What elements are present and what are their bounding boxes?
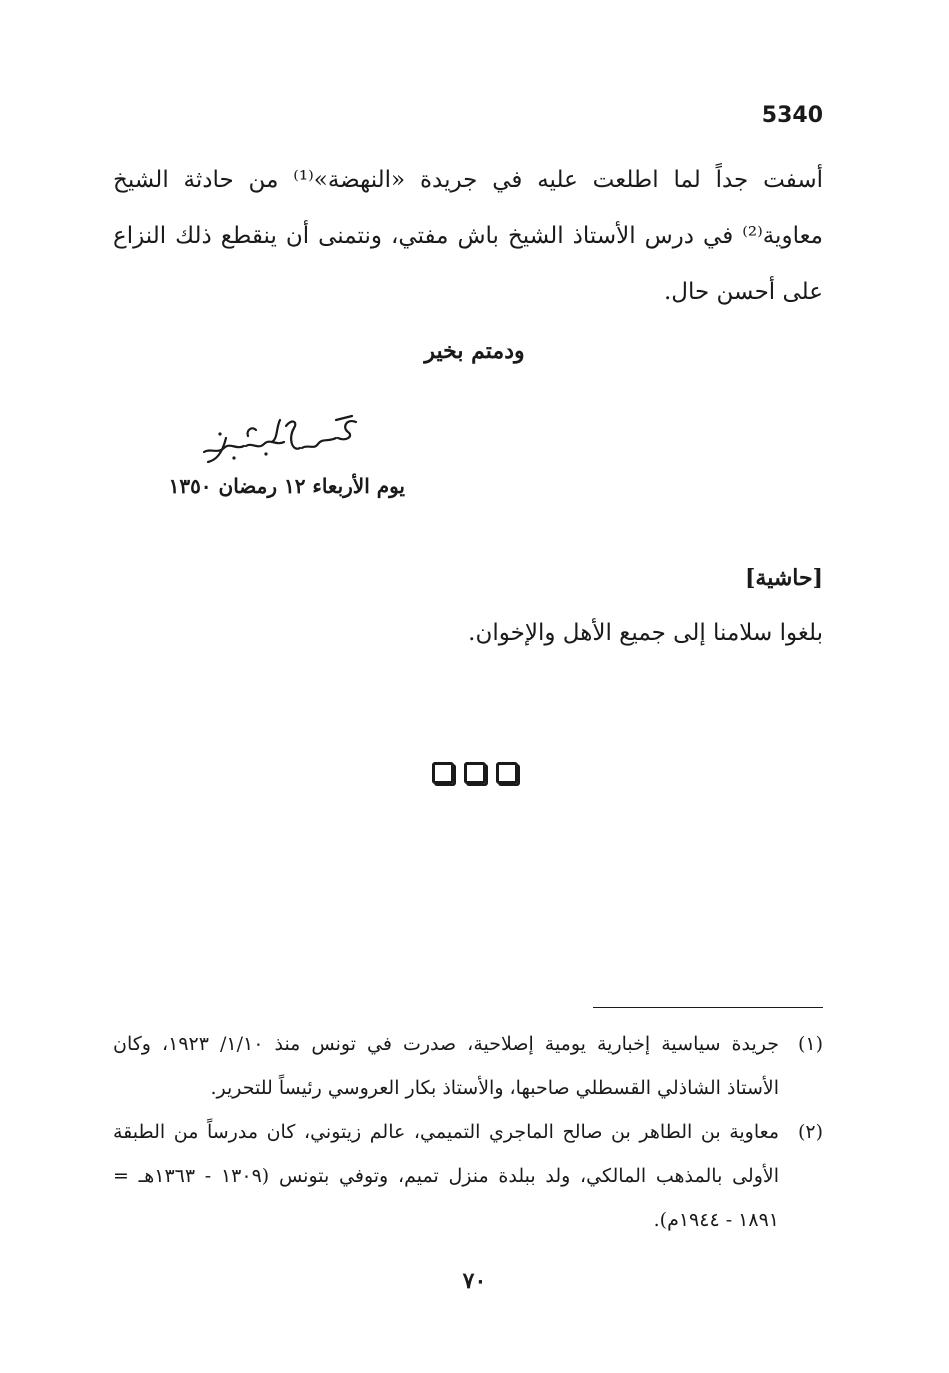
footnotes [113,1022,823,1242]
footnote-number: (٢) [797,1121,823,1143]
letter-body: أسفت جداً لما اطلعت عليه في جريدة «النهضة»⁽¹⁾ من حادثة الشيخ معاوية⁽²⁾ في درس الأستاذ الشيخ باش مفتي، ونتمنى أن ينقطع ذلك النزاع على أحسن حال. [113,167,823,305]
section-separator [0,762,949,784]
footnote-text: جريدة سياسية إخبارية يومية إصلاحية، صدرت في تونس منذ ١/١٠/ ١٩٢٣، وكان الأستاذ الشاذلي القسطلي صاحبها، والأستاذ بكار العروسي رئيساً للتحرير. [113,1033,779,1099]
page-number: ٧٠ [462,1268,487,1294]
footnote-divider [593,1007,823,1008]
note-text: بلغوا سلامنا إلى جميع الأهل والإخوان. [468,620,823,646]
square-ornament-icon [464,762,486,784]
footnote-item [113,1110,823,1242]
footnote-item [113,1022,823,1110]
handwritten-signature [196,408,366,468]
square-ornament-icon [496,762,518,784]
page-code: 5340 [761,103,823,128]
footnote-number: (١) [797,1033,823,1055]
note-title: [حاشية] [745,565,823,591]
square-ornament-icon [432,762,454,784]
closing-phrase: ودمتم بخير [424,338,525,364]
date-line: يوم الأربعاء ١٢ رمضان ١٣٥٠ [168,474,405,498]
footnote-text: معاوية بن الطاهر بن صالح الماجري التميمي، عالم زيتوني، كان مدرساً من الطبقة الأولى بالمذهب المالكي، ولد ببلدة منزل تميم، وتوفي بتونس (١٣٠٩ - ١٣٦٣هـ = ١٨٩١ - ١٩٤٤م). [113,1121,780,1231]
